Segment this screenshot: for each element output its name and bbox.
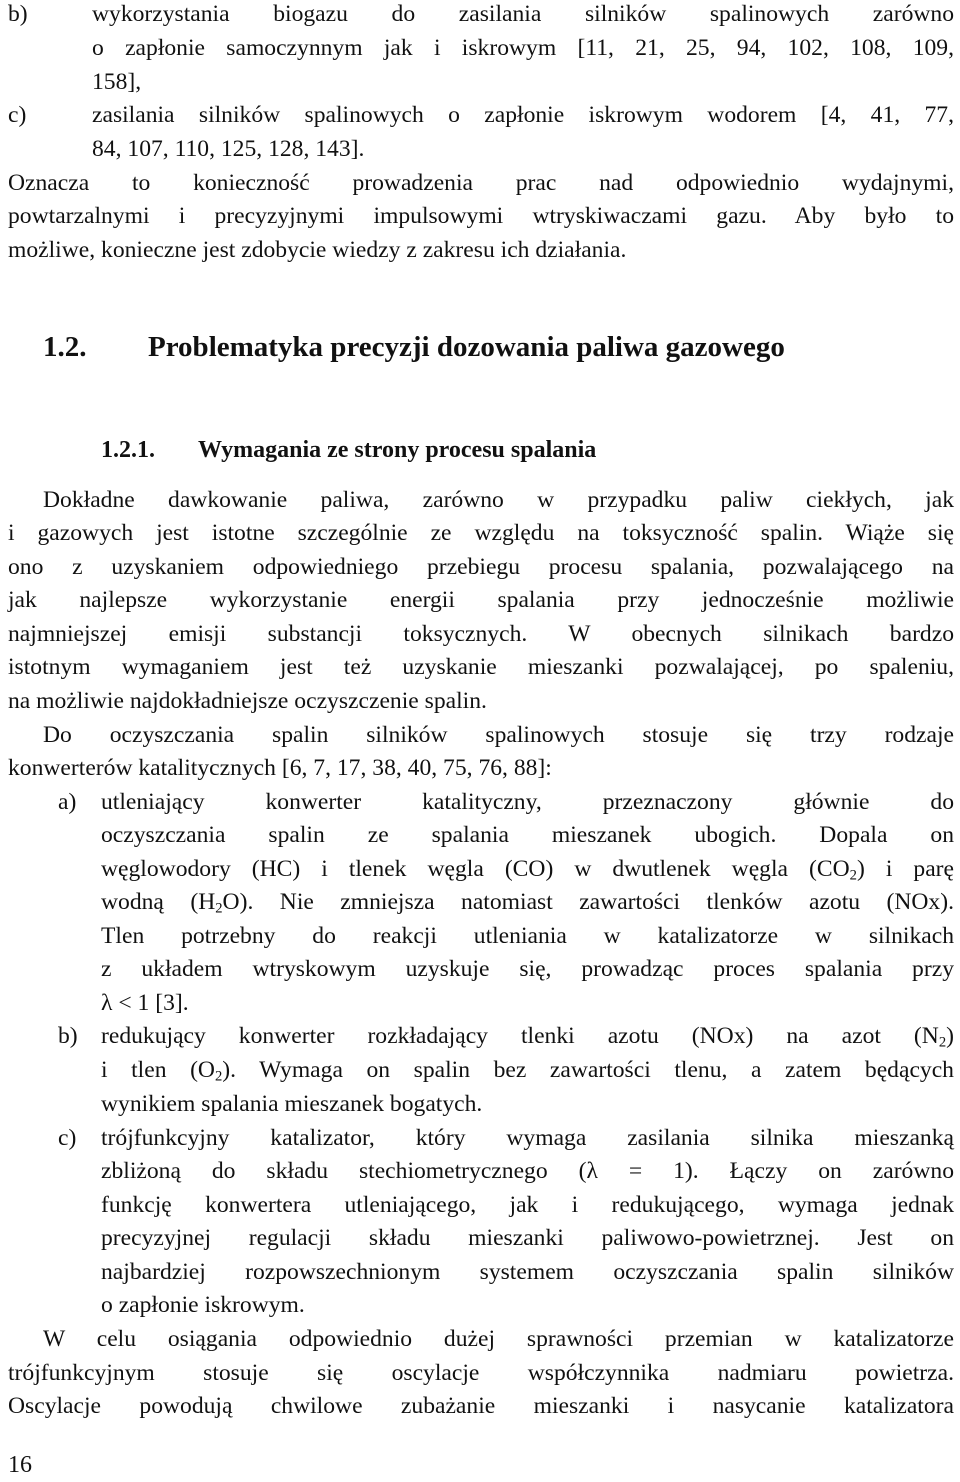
list-item-a-cont (8, 952, 954, 986)
list-item-text (101, 852, 954, 886)
list-item-c2-cont (8, 1255, 954, 1289)
paragraph-line: Oscylacje powodują chwilowe zubażanie mieszanki i nasycanie katalizatora (8, 1393, 954, 1419)
list-item-text: zbliżoną do składu stechiometrycznego (λ = 1). Łączy on zarówno (101, 1158, 954, 1184)
list-item-text: najbardziej rozpowszechnionym systemem oczyszczania spalin silników (101, 1259, 954, 1285)
list-label: c) (58, 1125, 77, 1151)
list-item-text: oczyszczania spalin ze spalania mieszanek ubogich. Dopala on (101, 822, 954, 848)
list-item-c (8, 98, 954, 132)
list-item-text: λ < 1 [3]. (101, 990, 189, 1016)
list-item-text (101, 885, 954, 919)
text-run: i tlen (O (101, 1057, 215, 1083)
list-item-text: precyzyjnej regulacji składu mieszanki paliwowo-powietrznej. Jest on (101, 1225, 954, 1251)
paragraph-line: konwerterów katalitycznych [6, 7, 17, 38, 40, 75, 76, 88]: (8, 755, 552, 781)
text-run: ) (946, 1023, 954, 1049)
list-item-text (101, 1019, 954, 1053)
paragraph-line: Oznacza to konieczność prowadzenia prac nad odpowiednio wydajnymi, (8, 170, 954, 196)
list-item-b2 (8, 1019, 954, 1053)
list-item-c2-cont (8, 1221, 954, 1255)
paragraph-line: powtarzalnymi i precyzyjnymi impulsowymi wtryskiwaczami gazu. Aby było to (8, 203, 954, 229)
list-item-text: wynikiem spalania mieszanek bogatych. (101, 1091, 483, 1117)
list-item-a-cont (8, 919, 954, 953)
list-item-text: 84, 107, 110, 125, 128, 143]. (92, 136, 365, 162)
page-number: 16 (8, 1452, 32, 1478)
list-item-text: funkcję konwertera utleniającego, jak i redukującego, wymaga jednak (101, 1192, 954, 1218)
list-item-text: o zapłonie samoczynnym jak i iskrowym [11, 21, 25, 94, 102, 108, 109, (92, 35, 954, 61)
text-run: redukujący konwerter rozkładający tlenki azotu (NOx) na azot (N (101, 1023, 939, 1049)
list-item-a (8, 785, 954, 819)
list-label: b) (58, 1023, 78, 1049)
paragraph-line: W celu osiągania odpowiednio dużej sprawności przemian w katalizatorze (43, 1326, 954, 1352)
paragraph-line: jak najlepsze wykorzystanie energii spalania przy jednocześnie możliwie (8, 587, 954, 613)
list-item-c2-cont (8, 1288, 954, 1322)
list-item-text: z układem wtryskowym uzyskuje się, prowadząc proces spalania przy (101, 956, 954, 982)
paragraph-line: Do oczyszczania spalin silników spalinowych stosuje się trzy rodzaje (43, 722, 954, 748)
list-item-text: wykorzystania biogazu do zasilania silników spalinowych zarówno (92, 1, 954, 27)
subscript: 2 (849, 867, 857, 884)
list-item-b-cont (8, 31, 954, 65)
list-label: c) (8, 102, 27, 128)
paragraph-line: i gazowych jest istotne szczególnie ze względu na toksyczność spalin. Wiąże się (8, 520, 954, 546)
text-run: węglowodory (HC) i tlenek węgla (CO) w dwutlenek węgla (CO (101, 856, 850, 882)
subscript: 2 (938, 1034, 947, 1051)
list-item-c2 (8, 1121, 954, 1155)
text-run: ) i parę (856, 856, 954, 882)
list-item-b2-cont (8, 1087, 954, 1121)
paragraph-line: ono z uzyskaniem odpowiedniego przebiegu procesu spalania, pozwalającego na (8, 554, 954, 580)
section-number: 1.2. (43, 331, 87, 363)
list-item-text: o zapłonie iskrowym. (101, 1292, 305, 1318)
paragraph-line: możliwe, konieczne jest zdobycie wiedzy z zakresu ich działania. (8, 237, 627, 263)
subsection-title: Wymagania ze strony procesu spalania (198, 437, 597, 463)
list-item-c2-cont (8, 1188, 954, 1222)
list-item-text: Tlen potrzebny do reakcji utleniania w katalizatorze w silnikach (101, 923, 954, 949)
text-run: ). Wymaga on spalin bez zawartości tlenu, a zatem będących (222, 1057, 954, 1083)
list-item-b-cont (8, 65, 954, 99)
list-item-text: trójfunkcyjny katalizator, który wymaga zasilania silnika mieszanką (101, 1125, 954, 1151)
section-title: Problematyka precyzji dozowania paliwa gazowego (148, 331, 785, 363)
list-item-c2-cont (8, 1154, 954, 1188)
list-item-b (8, 0, 954, 31)
text-run: wodną (H (101, 889, 216, 915)
text-run: O). Nie zmniejsza natomiast zawartości tlenków azotu (NOx). (222, 889, 954, 915)
list-item-text (101, 1053, 954, 1087)
list-label: a) (58, 789, 77, 815)
section-heading (43, 327, 87, 367)
paragraph-line: Dokładne dawkowanie paliwa, zarówno w przypadku paliw ciekłych, jak (43, 487, 954, 513)
list-item-b2-cont (8, 1053, 954, 1087)
list-item-c-cont (8, 132, 954, 166)
list-item-text: utleniający konwerter katalityczny, przeznaczony głównie do (101, 789, 954, 815)
paragraph-line: trójfunkcyjnym stosuje się oscylacje współczynnika nadmiaru powietrza. (8, 1360, 954, 1386)
list-item-a-cont (8, 885, 954, 919)
subsection-number: 1.2.1. (101, 437, 155, 463)
subscript: 2 (214, 1068, 223, 1085)
paragraph-line: najmniejszej emisji substancji toksycznych. W obecnych silnikach bardzo (8, 621, 954, 647)
list-item-text: 158], (92, 69, 142, 95)
list-label: b) (8, 1, 28, 27)
list-item-text: zasilania silników spalinowych o zapłonie iskrowym wodorem [4, 41, 77, (92, 102, 954, 128)
list-item-a-cont (8, 986, 954, 1020)
paragraph-line: na możliwie najdokładniejsze oczyszczenie spalin. (8, 688, 487, 714)
list-item-a-cont (8, 818, 954, 852)
paragraph-line: istotnym wymaganiem jest też uzyskanie mieszanki pozwalającej, po spaleniu, (8, 654, 954, 680)
subscript: 2 (215, 900, 223, 917)
list-item-a-cont (8, 852, 954, 886)
